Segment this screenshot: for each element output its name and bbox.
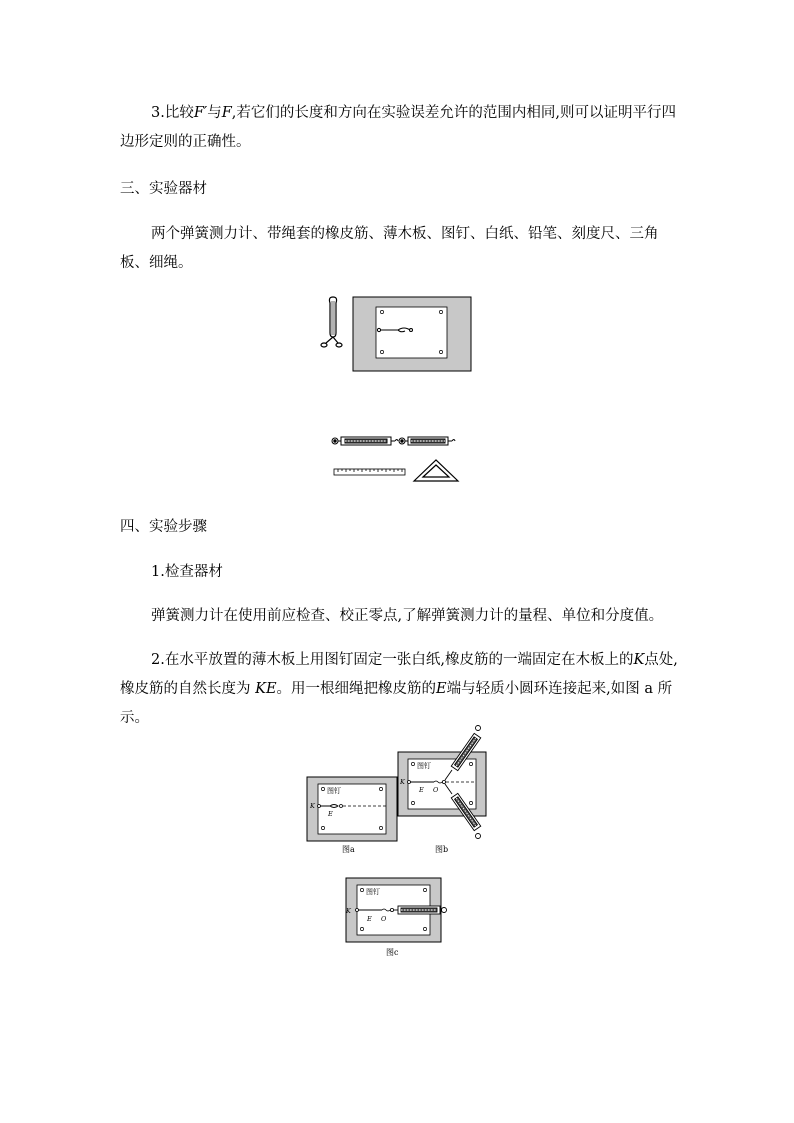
caption-b: 图b <box>435 845 449 854</box>
board-figure <box>318 293 478 373</box>
label-e: E <box>328 810 333 818</box>
item-number: 3. <box>151 105 165 121</box>
text: 。用一根细绳把橡皮筋的 <box>276 681 437 697</box>
label-o: O <box>381 915 387 923</box>
figure-b <box>398 726 486 855</box>
step-2-text <box>120 646 680 733</box>
spring-scale-icon <box>399 437 455 445</box>
ruler-icon <box>334 469 405 475</box>
text: 与 <box>207 105 222 121</box>
var-f-prime: F′ <box>193 105 208 121</box>
label-k: K <box>400 778 405 786</box>
section-heading-materials: 三、实验器材 <box>120 181 207 197</box>
label-k: K <box>310 802 315 810</box>
figure-c <box>340 875 452 961</box>
white-paper <box>376 307 447 358</box>
var-f: F <box>221 105 232 121</box>
var-e: E <box>436 681 447 697</box>
section-heading-steps: 四、实验步骤 <box>120 519 207 535</box>
label-k: K <box>346 907 351 915</box>
figure-a <box>307 777 397 854</box>
pin-label: 图钉 <box>327 787 341 795</box>
text: 点处,橡皮筋的自然长度为 <box>120 652 678 697</box>
label-e: E <box>419 786 424 794</box>
var-ke: KE <box>255 681 277 697</box>
materials-paragraph: 两个弹簧测力计、带绳套的橡皮筋、薄木板、图钉、白纸、铅笔、刻度尺、三角板、细绳。 <box>120 226 659 271</box>
conclusion-paragraph <box>120 99 680 157</box>
tools-figure <box>330 430 465 486</box>
text: 2.在水平放置的薄木板上用图钉固定一张白纸,橡皮筋的一端固定在木板上的 <box>151 652 634 668</box>
text: 比较 <box>164 105 194 121</box>
step-1-heading: 1.检查器材 <box>151 564 223 580</box>
text: 端与轻质小圆环连接起来,如图 a 所示。 <box>120 681 673 726</box>
rubber-band-icon <box>321 297 342 347</box>
triangle-icon <box>414 460 458 481</box>
pin-label: 图钉 <box>417 762 431 770</box>
var-k: K <box>633 652 645 668</box>
text: ,若它们的长度和方向在实验误差允许的范围内相同,则可以证明平行四边形定则的正确性。 <box>120 105 676 150</box>
label-o: O <box>433 786 439 794</box>
label-e: E <box>367 915 372 923</box>
caption-a: 图a <box>342 845 355 854</box>
pin-label: 图钉 <box>366 888 380 896</box>
caption-c: 图c <box>386 948 399 957</box>
spring-scale-icon <box>394 906 447 914</box>
spring-scale-icon <box>332 437 398 445</box>
step-1-text: 弹簧测力计在使用前应检查、校正零点,了解弹簧测力计的量程、单位和分度值。 <box>151 608 664 624</box>
figure-a-b <box>300 722 492 862</box>
